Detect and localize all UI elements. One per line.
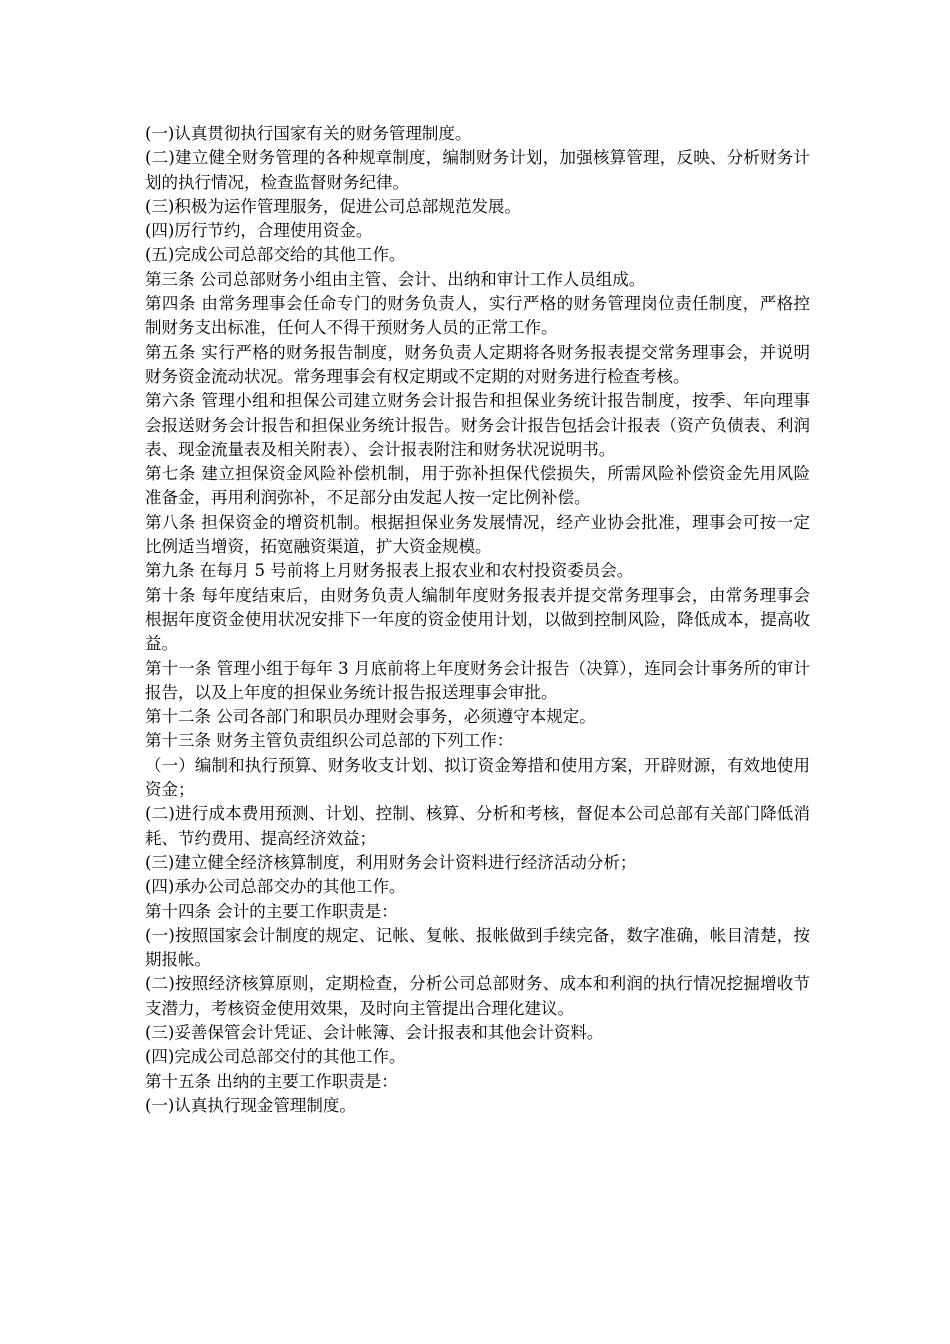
article-13-item-4: (四)承办公司总部交办的其他工作。	[145, 877, 406, 897]
paragraph-3: (三)积极为运作管理服务，促进公司总部规范发展。	[145, 196, 521, 216]
article-12: 第十二条 公司各部门和职员办理财会事务，必须遵守本规定。	[145, 707, 596, 727]
article-9: 第九条 在每月 5 号前将上月财务报表上报农业和农村投资委员会。	[145, 561, 634, 581]
article-8: 第八条 担保资金的增资机制。根据担保业务发展情况，经产业协会批准，理事会可按一定比例适当增资，拓宽融资渠道，扩大资金规模。	[145, 512, 810, 557]
article-13-item-1: （一）编制和执行预算、财务收支计划、拟订资金筹措和使用方案，开辟财源，有效地使用资金；	[145, 755, 810, 800]
article-14: 第十四条 会计的主要工作职责是：	[145, 901, 398, 921]
article-14-item-4: (四)完成公司总部交付的其他工作。	[145, 1047, 406, 1067]
article-6: 第六条 管理小组和担保公司建立财务会计报告和担保业务统计报告制度，按季、年向理事会报送财务会计报告和担保业务统计报告。财务会计报告包括会计报表（资产负债表、利润表、现金流量表及相关附表）、会计报表附注和财务状况说明书。	[145, 391, 810, 459]
paragraph-4: (四)厉行节约，合理使用资金。	[145, 221, 373, 241]
article-11: 第十一条 管理小组于每年 3 月底前将上年度财务会计报告（决算），连同会计事务所的审计报告，以及上年度的担保业务统计报告报送理事会审批。	[145, 658, 810, 702]
article-7: 第七条 建立担保资金风险补偿机制，用于弥补担保代偿损失，所需风险补偿资金先用风险准备金，再用利润弥补，不足部分由发起人按一定比例补偿。	[145, 464, 810, 508]
article-13-item-3: (三)建立健全经济核算制度，利用财务会计资料进行经济活动分析；	[145, 852, 637, 872]
paragraph-5: (五)完成公司总部交给的其他工作。	[145, 245, 406, 265]
article-13: 第十三条 财务主管负责组织公司总部的下列工作：	[145, 731, 514, 751]
paragraph-1: (一)认真贯彻执行国家有关的财务管理制度。	[145, 124, 472, 143]
article-4: 第四条 由常务理事会任命专门的财务负责人，实行严格的财务管理岗位责任制度，严格控制财务支出标准，任何人不得干预财务人员的正常工作。	[145, 294, 810, 338]
article-5: 第五条 实行严格的财务报告制度，财务负责人定期将各财务报表提交常务理事会，并说明财务资金流动状况。常务理事会有权定期或不定期的对财务进行检查考核。	[145, 342, 810, 386]
article-15: 第十五条 出纳的主要工作职责是：	[145, 1071, 398, 1091]
article-14-item-3: (三)妥善保管会计凭证、会计帐簿、会计报表和其他会计资料。	[145, 1022, 604, 1042]
article-14-item-2: (二)按照经济核算原则，定期检查，分析公司总部财务、成本和利润的执行情况挖掘增收节支潜力，考核资金使用效果，及时向主管提出合理化建议。	[145, 974, 810, 1018]
article-14-item-1: (一)按照国家会计制度的规定、记帐、复帐、报帐做到手续完备，数字准确，帐目清楚，按期报帐。	[145, 925, 810, 970]
article-13-item-2: (二)进行成本费用预测、计划、控制、核算、分析和考核，督促本公司总部有关部门降低消耗、节约费用、提高经济效益；	[145, 804, 810, 848]
article-10: 第十条 每年度结束后，由财务负责人编制年度财务报表并提交常务理事会，由常务理事会根据年度资金使用状况安排下一年度的资金使用计划，以做到控制风险，降低成本，提高收益。	[145, 585, 810, 654]
article-3: 第三条 公司总部财务小组由主管、会计、出纳和审计工作人员组成。	[145, 269, 646, 289]
paragraph-2: (二)建立健全财务管理的各种规章制度，编制财务计划，加强核算管理，反映、分析财务计划的执行情况，检查监督财务纪律。	[145, 148, 810, 192]
document-page	[145, 122, 810, 1118]
article-15-item-1: (一)认真执行现金管理制度。	[145, 1095, 356, 1115]
